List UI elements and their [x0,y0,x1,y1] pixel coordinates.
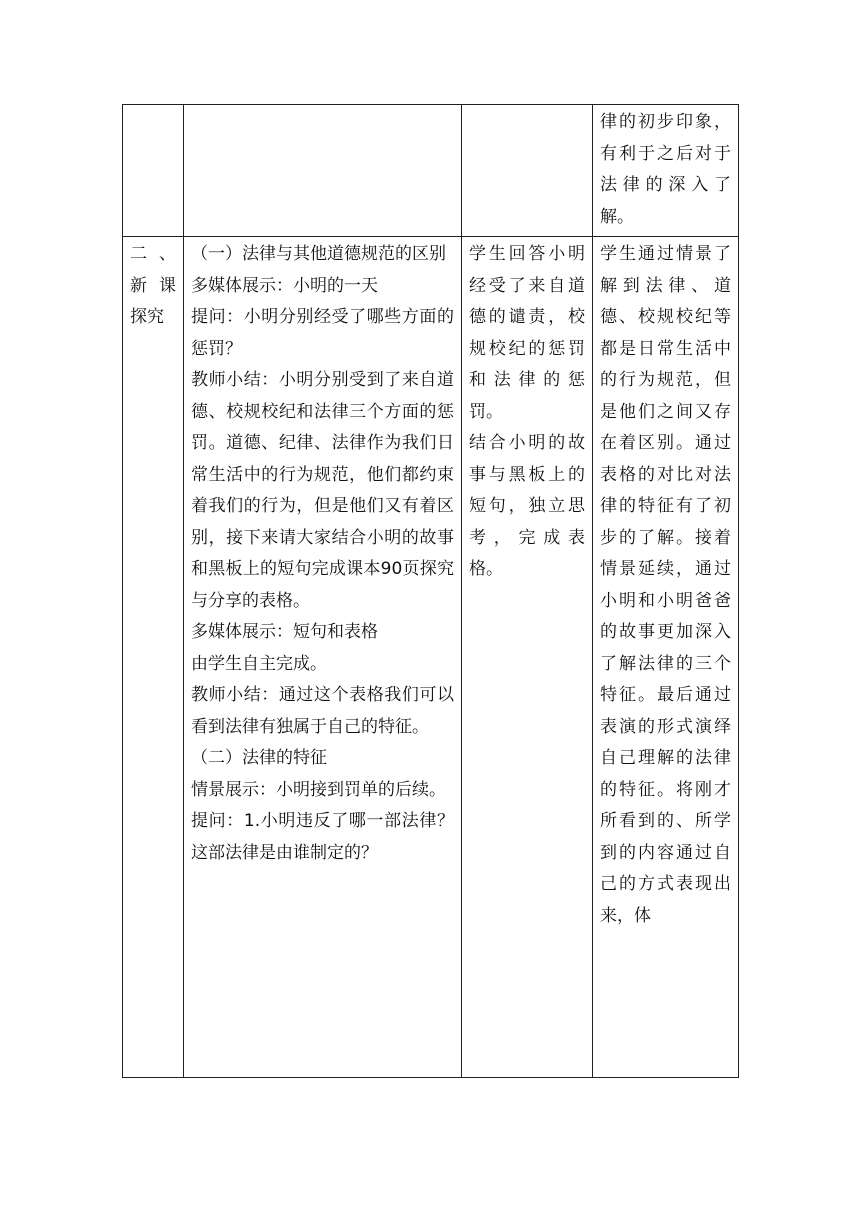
stage-cell [123,105,184,237]
teacher-activity-cell [184,105,462,237]
student-activity-cell [462,105,593,237]
paragraph: 教师小结：通过这个表格我们可以看到法律有独属于自己的特征。 [191,685,454,737]
design-intent-text: 学生通过情景了解到法律、道德、校规校纪等都是日常生活中的行为规范，但是他们之间又存在着区别。通过表格的对比对法律的特征有了初步的了解。接着情景延续，通过小明和小明爸爸的故事更加深入了解法律的三个特征。最后通过表演的形式演绎自己理解的法律的特征。将刚才所看到的、所学到的内容通过自己的方式表现出来，体 [600,244,731,926]
design-intent-cell [593,105,739,237]
table-row [123,105,739,237]
paragraph: 多媒体展示：短句和表格 [191,622,378,642]
paragraph: 学生回答小明经受了来自道德的谴责，校规校纪的惩罚和法律的惩罚。 [469,244,585,422]
paragraph: 提问：小明分别经受了哪些方面的惩罚？ [191,307,454,359]
paragraph: 由学生自主完成。 [191,653,327,674]
stage-cell [123,237,184,1078]
paragraph: 情景展示：小明接到罚单的后续。 [191,779,446,800]
paragraph: 多媒体展示：小明的一天 [191,275,378,296]
stage-label: 二、新课探究 [130,244,176,327]
teacher-activity-cell [184,237,462,1078]
paragraph: 提问：1.小明违反了哪一部法律？这部法律是由谁制定的？ [191,811,454,863]
paragraph: 教师小结：小明分别受到了来自道德、校规校纪和法律三个方面的惩罚。道德、纪律、法律作为我们日常生活中的行为规范，他们都约束着我们的行为，但是他们又有着区别，接下来请大家结合小明的故事和黑板上的短句完成课本90页探究与分享的表格。 [191,370,454,611]
student-activity-cell [462,237,593,1078]
design-intent-cell [593,237,739,1078]
design-intent-text: 律的初步印象，有利于之后对于法律的深入了解。 [600,112,731,227]
section-heading: （一）法律与其他道德规范的区别 [191,244,446,264]
section-heading: （二）法律的特征 [191,748,327,768]
table-row [123,237,739,1078]
lesson-plan-table [122,104,739,1078]
paragraph: 结合小明的故事与黑板上的短句，独立思考，完成表格。 [469,433,585,579]
